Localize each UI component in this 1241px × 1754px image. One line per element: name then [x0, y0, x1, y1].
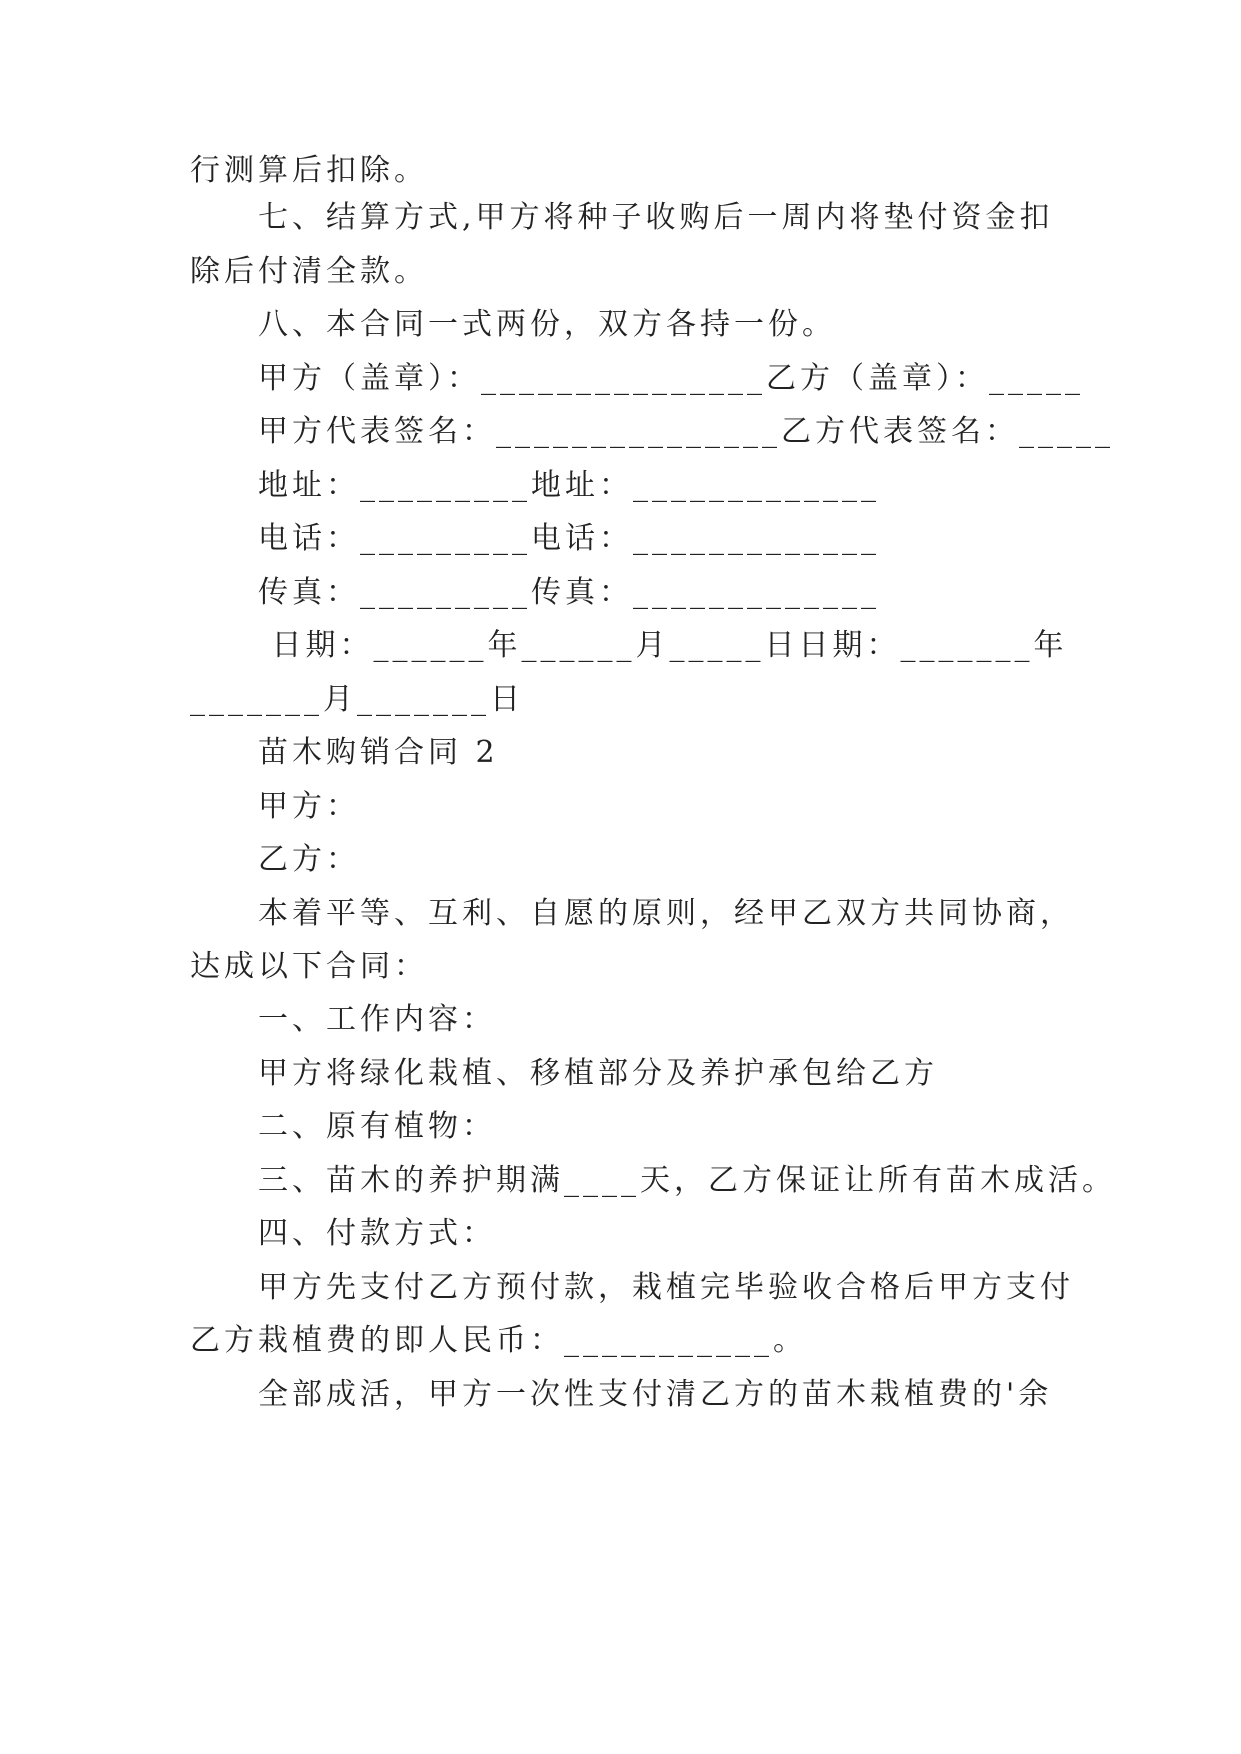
signature-line: 甲方（盖章）：_______________乙方（盖章）：_____ [258, 361, 1084, 396]
text-line: 甲方先支付乙方预付款，栽植完毕验收合格后甲方支付 [258, 1270, 1074, 1305]
text-line: 甲方将绿化栽植、移植部分及养护承包给乙方 [258, 1056, 938, 1091]
text-line: 除后付清全款。 [190, 254, 428, 289]
address-line: 地址：_________地址：_____________ [258, 468, 880, 503]
party-a-line: 甲方： [258, 789, 360, 824]
section-title: 苗木购销合同 2 [258, 735, 499, 770]
text-line: 乙方栽植费的即人民币：___________。 [190, 1323, 807, 1358]
date-line: 日期：______年______月_____日日期：_______年 [258, 628, 1068, 663]
party-b-line: 乙方： [258, 842, 360, 877]
phone-line: 电话：_________电话：_____________ [258, 521, 880, 556]
text-line: 三、苗木的养护期满____天，乙方保证让所有苗木成活。 [258, 1163, 1116, 1198]
signature-line: 甲方代表签名：_______________乙方代表签名：_____ [258, 414, 1114, 449]
text-line: 八、本合同一式两份，双方各持一份。 [258, 307, 836, 342]
fax-line: 传真：_________传真：_____________ [258, 575, 880, 610]
clause-heading: 四、付款方式： [258, 1216, 496, 1251]
text-line: 全部成活，甲方一次性支付清乙方的苗木栽植费的'余 [258, 1377, 1053, 1412]
date-line: _______月_______日 [190, 682, 524, 717]
clause-heading: 二、原有植物： [258, 1109, 496, 1144]
text-line: 七、结算方式,甲方将种子收购后一周内将垫付资金扣 [258, 200, 1054, 235]
text-line: 本着平等、互利、自愿的原则，经甲乙双方共同协商， [258, 896, 1074, 931]
text-line: 行测算后扣除。 [190, 153, 428, 188]
clause-heading: 一、工作内容： [258, 1002, 496, 1037]
text-line: 达成以下合同： [190, 949, 428, 984]
